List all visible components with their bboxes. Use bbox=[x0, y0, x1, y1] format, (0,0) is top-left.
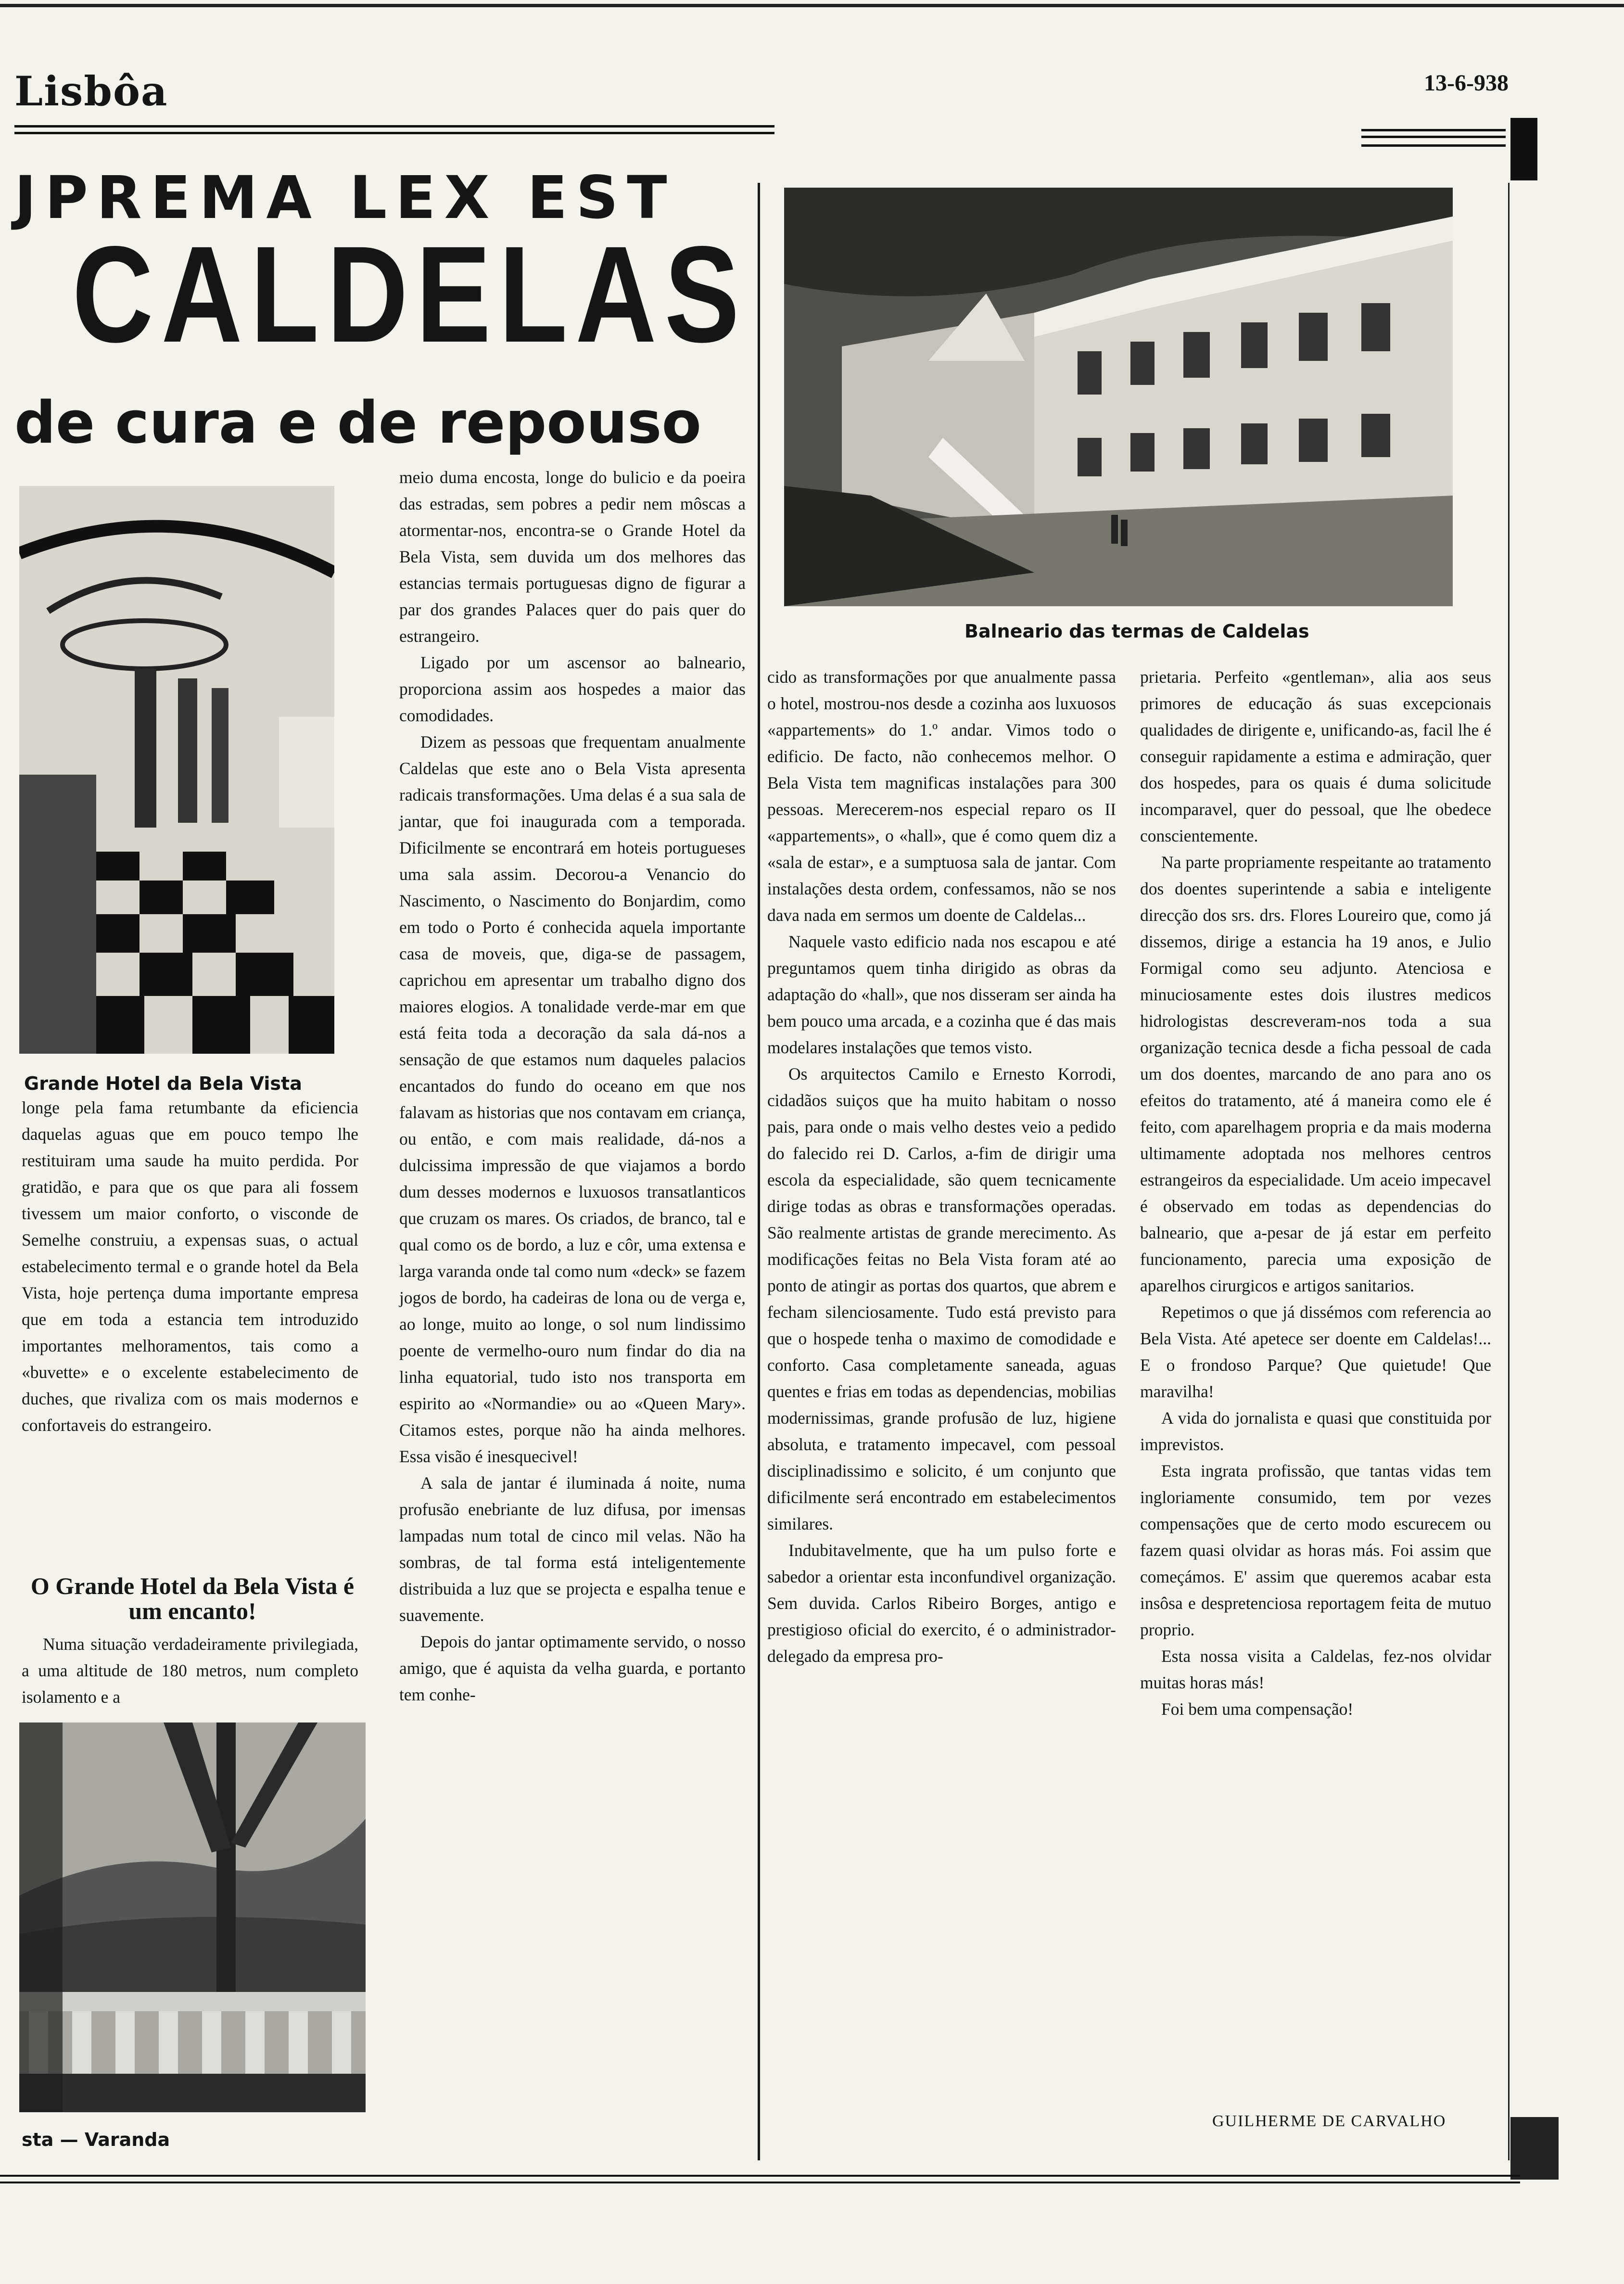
paragraph: Dizem as pessoas que frequentam anualmente Caldelas que este ano o Bela Vista apresenta radicais transformações. Uma delas é a sua sala de jantar, que foi inaugurada com a temporada. Dificilmente se encontrará em hoteis portugueses uma sala assim. Decorou-a Venancio do Nascimento, o Nascimento do Bonjardim, como em todo o Porto é conhecida aquela importante casa de moveis, que, diga-se de passagem, caprichou em apresentar um trabalho digno dos maiores elogios. A tonalidade verde-mar em que está feita toda a decoração da sala dá-nos a sensação de que estamos num daqueles palacios encantados do fundo do oceano em que nos falavam as historias que nos contavam em criança, ou então, e com mais realidade, dá-nos a dulcissima impressão de que viajamos a bordo dum desses modernos e luxuosos transatlanticos que cruzam os mares. Os criados, de branco, tal e qual como os de bordo, a luz e côr, uma extensa e larga varanda onde tal como num «deck» se fazem jogos de bordo, ha cadeiras de lona ou de verga e, ao longe, muito ao longe, o sol num lindissimo poente de vermelho-ouro num findar do dia na linha equatorial, tudo isto nos transporta em espirito ao «Normandie» ou ao «Queen Mary». Citamos estes, porque não ha ainda melhores. Essa visão é inesquecivel! bbox=[399, 732, 746, 1466]
paragraph: meio duma encosta, longe do bulicio e da poeira das estradas, sem pobres a pedir nem môscas a atormentar-nos, encontra-se o Grande Hotel da Bela Vista, sem duvida um dos melhores das estancias termais portuguesas digno de figurar a par dos grandes Palaces quer do pais quer do estrangeiro. bbox=[399, 468, 746, 646]
photo-veranda bbox=[19, 1723, 366, 2112]
paper-name: Lisbôa bbox=[14, 67, 168, 115]
column-4 bbox=[1140, 664, 1491, 1723]
subhead-bela-vista: O Grande Hotel da Bela Vista é um encanto! bbox=[30, 1572, 355, 1624]
caption-balneario: Balneario das termas de Caldelas bbox=[964, 621, 1309, 642]
paragraph: Esta nossa visita a Caldelas, fez-nos olvidar muitas horas más! bbox=[1140, 1646, 1491, 1692]
header-rule-left bbox=[14, 125, 774, 134]
paragraph: A sala de jantar é iluminada á noite, numa profusão enebriante de luz difusa, por imensas lampadas num total de cinco mil velas. Não ha sombras, de tal forma está inteligentemente distribuida a luz que se projecta e espalha tenue e suavemente. bbox=[399, 1473, 746, 1625]
paragraph: A vida do jornalista e quasi que constituida por imprevistos. bbox=[1140, 1408, 1491, 1454]
top-rule bbox=[0, 4, 1624, 7]
header-rule-right-2 bbox=[1361, 144, 1506, 147]
paragraph: Depois do jantar optimamente servido, o nosso amigo, que é aquista da velha guarda, e portanto tem conhe- bbox=[399, 1632, 746, 1704]
issue-date: 13-6-938 bbox=[1424, 70, 1509, 96]
paragraph: Foi bem uma compensação! bbox=[1161, 1699, 1354, 1719]
byline: GUILHERME DE CARVALHO bbox=[1212, 2112, 1446, 2130]
column-3 bbox=[767, 664, 1116, 1670]
column-rule bbox=[758, 183, 760, 2160]
column-2 bbox=[399, 464, 746, 1708]
paragraph: Ligado por um ascensor ao balneario, proporciona assim aos hospedes a maior das comodidades. bbox=[399, 653, 746, 725]
paragraph: cido as transformações por que anualmente passa o hotel, mostrou-nos desde a cozinha aos luxuosos «appartements» do 1.º andar. Vimos todo o edificio. De facto, não conhecemos melhor. O Bela Vista tem magnificas instalações para 300 pessoas. Merecerem-nos especial reparo os II «appartements», o «hall», que é como quem diz a «sala de estar», e a sumptuosa sala de jantar. Com instalações desta ordem, confessamos, não se nos dava nada em sermos um doente de Caldelas... bbox=[767, 667, 1116, 925]
caption-grand-hotel: Grande Hotel da Bela Vista bbox=[24, 1073, 302, 1094]
corner-block-top bbox=[1510, 118, 1537, 180]
paragraph: Os arquitectos Camilo e Ernesto Korrodi, cidadãos suiços que ha muito habitam o nosso pais, para onde o mais velho destes veio a pedido do falecido rei D. Carlos, a-fim de dirigir uma escola da especialidade, são quem tecnicamente dirige todas as obras e transformações operadas. São realmente artistas de grande merecimento. As modificações feitas no Bela Vista foram até ao ponto de atingir as portas dos quartos, que abrem e fecham silenciosamente. Tudo está previsto para que o hospede tenha o maximo de comodidade e conforto. Casa completamente saneada, aguas quentes e frias em todas as dependencias, mobilias modernissimas, grande profusão de luz, higiene absoluta, e tratamento impecavel, com pessoal disciplinadissimo e solicito, é um conjunto que dificilmente será encontrado em estabelecimentos similares. bbox=[767, 1064, 1116, 1533]
header-rule-right bbox=[1361, 129, 1506, 138]
paragraph: Repetimos o que já dissémos com referencia ao Bela Vista. Até apetece ser doente em Caldelas!... E o frondoso Parque? Que quietude! Que maravilha! bbox=[1140, 1302, 1491, 1401]
photo-hotel-interior bbox=[19, 486, 334, 1054]
article-subtitle: de cura e de repouso bbox=[14, 390, 701, 457]
paragraph: Esta ingrata profissão, que tantas vidas tem ingloriamente consumido, tem por vezes compensações que de certo modo escurecem ou fazem quasi olvidar as horas más. Foi assim que começámos. E' assim que queremos acabar esta insôsa e despretenciosa reportagem feita de mutuo proprio. bbox=[1140, 1461, 1491, 1639]
paragraph: Indubitavelmente, que ha um pulso forte e sabedor a orientar esta inconfundivel organização. Sem duvida. Carlos Ribeiro Borges, antigo e prestigioso oficial do exercito, é o administrador-delegado da empresa pro- bbox=[767, 1541, 1116, 1666]
paragraph: Naquele vasto edificio nada nos escapou e até preguntamos quem tinha dirigido as obras da adaptação do «hall», que nos disseram ser ainda ha bem pouco uma arcada, e a cozinha que é das mais modelares instalações que temos visto. bbox=[767, 932, 1116, 1057]
column-1-upper bbox=[22, 1095, 358, 1439]
corner-block-bottom bbox=[1510, 2117, 1559, 2180]
article-title: CALDELAS bbox=[72, 218, 748, 371]
caption-varanda: sta — Varanda bbox=[22, 2129, 170, 2150]
paragraph: Na parte propriamente respeitante ao tratamento dos doentes superintende a sabia e inteligente direcção dos srs. drs. Flores Loureiro que, como já dissemos, dirige a estancia ha 19 anos, e Julio Formigal como seu adjunto. Atenciosa e minuciosamente estes dois ilustres medicos hidrologistas descreveram-nos toda a sua organização tecnica desde a ficha pessoal de cada um dos doentes, marcando de ano para ano os efeitos do tratamento, até á maneira como ele é feito, com aparelhagem propria e da mais moderna ultimamente adoptada nos melhores centros estrangeiros da especialidade. Um aceio impecavel é observado em todas as dependencias do balneario, que a-pesar de já estar em perfeito funcionamento, parecia uma exposição de aparelhos cirurgicos e artigos sanitarios. bbox=[1140, 853, 1491, 1295]
paragraph: longe pela fama retumbante da eficiencia daquelas aguas que em pouco tempo lhe restituiram uma saude ha muito perdida. Por gratidão, e para que os que para ali fossem tivessem um maior conforto, o visconde de Semelhe construiu, a expensas suas, o actual estabelecimento termal e o grande hotel da Bela Vista, hoje pertença duma importante empresa que em toda a estancia tem introduzido importantes melhoramentos, tais como a «buvette» e o excelente estabelecimento de duches, que rivaliza com os mais modernos e confortaveis do estrangeiro. bbox=[22, 1098, 358, 1435]
column-1-lower bbox=[22, 1631, 358, 1710]
paragraph: prietaria. Perfeito «gentleman», alia aos seus primores de educação ás suas excepcionais qualidades de dirigente e, unificando-as, facil lhe é conseguir rapidamente a estima e admiração, quer dos hospedes, para os quais é duma solicitude incomparavel, quer do pessoal, que lhe obedece conscientemente. bbox=[1140, 667, 1491, 845]
article-kicker: JPREMA LEX EST bbox=[14, 164, 676, 232]
photo-balneario bbox=[784, 188, 1453, 606]
column-rule-right bbox=[1508, 183, 1510, 2160]
paragraph: Numa situação verdadeiramente privilegiada, a uma altitude de 180 metros, num completo isolamento e a bbox=[22, 1634, 358, 1707]
bottom-rule bbox=[0, 2175, 1520, 2183]
